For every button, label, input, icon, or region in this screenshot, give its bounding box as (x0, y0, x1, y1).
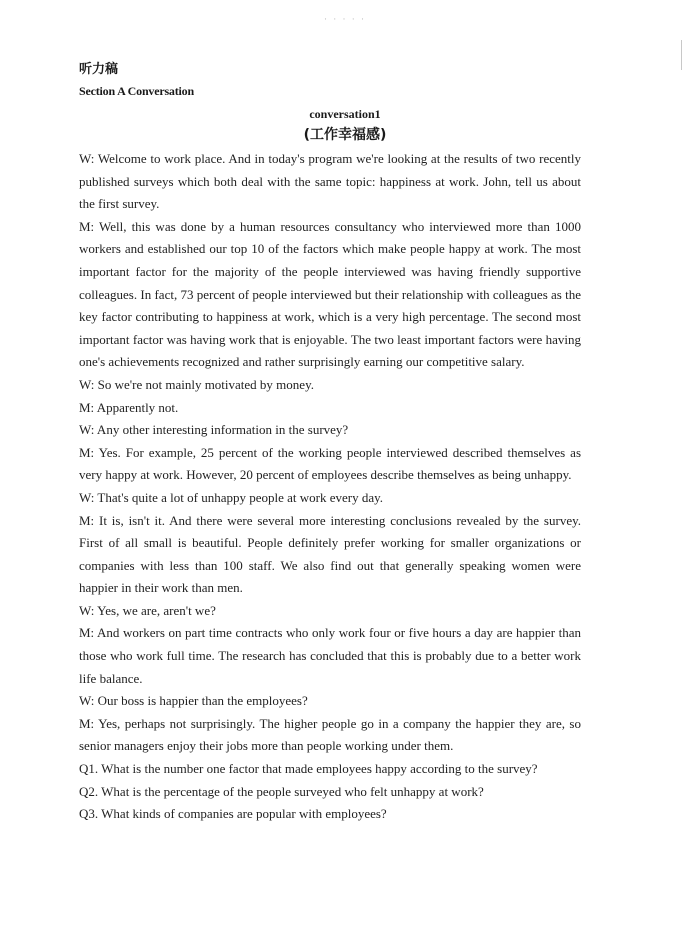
paragraph: M: Well, this was done by a human resources consultancy who interviewed more than 1000 workers and established our top 10 of the factors which make people happy at work. The most important factor for the majority of the people interviewed was having friendly supportive colleagues. In fact, 73 percent of people interviewed but their relationship with colleagues as the key factor contributing to happiness at work, which is a very high percentage. The second most important factor was having work that is enjoyable. The two least important factors were having one's achievements recognized and rather surprisingly earning our competitive salary. (79, 218, 581, 370)
page-header-dots: · · · · · (324, 14, 366, 24)
paragraph: W: So we're not mainly motivated by money. (79, 376, 314, 392)
paragraph: W: Our boss is happier than the employees? (79, 693, 308, 709)
section-label: Section A Conversation (79, 84, 194, 98)
paragraph: W: Welcome to work place. And in today's program we're looking at the results of two recently published surveys which both deal with the same topic: happiness at work. John, tell us about the first survey. (79, 151, 581, 212)
transcript-heading: 听力稿 (79, 62, 119, 77)
paragraph: W: Yes, we are, aren't we? (79, 602, 216, 618)
page-edge-line (681, 40, 682, 70)
question-2: Q2. What is the percentage of the people surveyed who felt unhappy at work? (79, 783, 484, 799)
conversation-subtitle: (工作幸福感) (303, 127, 387, 143)
paragraph: M: Yes, perhaps not surprisingly. The higher people go in a company the happier they are, so senior managers enjoy their jobs more than people working under them. (79, 715, 581, 754)
question-3: Q3. What kinds of companies are popular with employees? (79, 806, 387, 822)
conversation-title: conversation1 (309, 107, 381, 121)
paragraph: M: It is, isn't it. And there were several more interesting conclusions revealed by the survey. First of all small is beautiful. People definitely prefer working for smaller organizations or companies with less than 100 staff. We also find out that generally speaking women were happier in their work than men. (79, 512, 581, 596)
question-1: Q1. What is the number one factor that made employees happy according to the survey? (79, 761, 538, 777)
transcript-body (79, 148, 581, 826)
paragraph: M: Yes. For example, 25 percent of the working people interviewed described themselves as very happy at work. However, 20 percent of employees describe themselves as being unhappy. (79, 444, 581, 483)
paragraph: M: Apparently not. (79, 399, 179, 415)
paragraph: W: That's quite a lot of unhappy people at work every day. (79, 489, 384, 505)
paragraph: W: Any other interesting information in the survey? (79, 422, 349, 438)
paragraph: M: And workers on part time contracts who only work four or five hours a day are happier than those who work full time. The research has concluded that this is probably due to a better work life balance. (79, 625, 581, 686)
